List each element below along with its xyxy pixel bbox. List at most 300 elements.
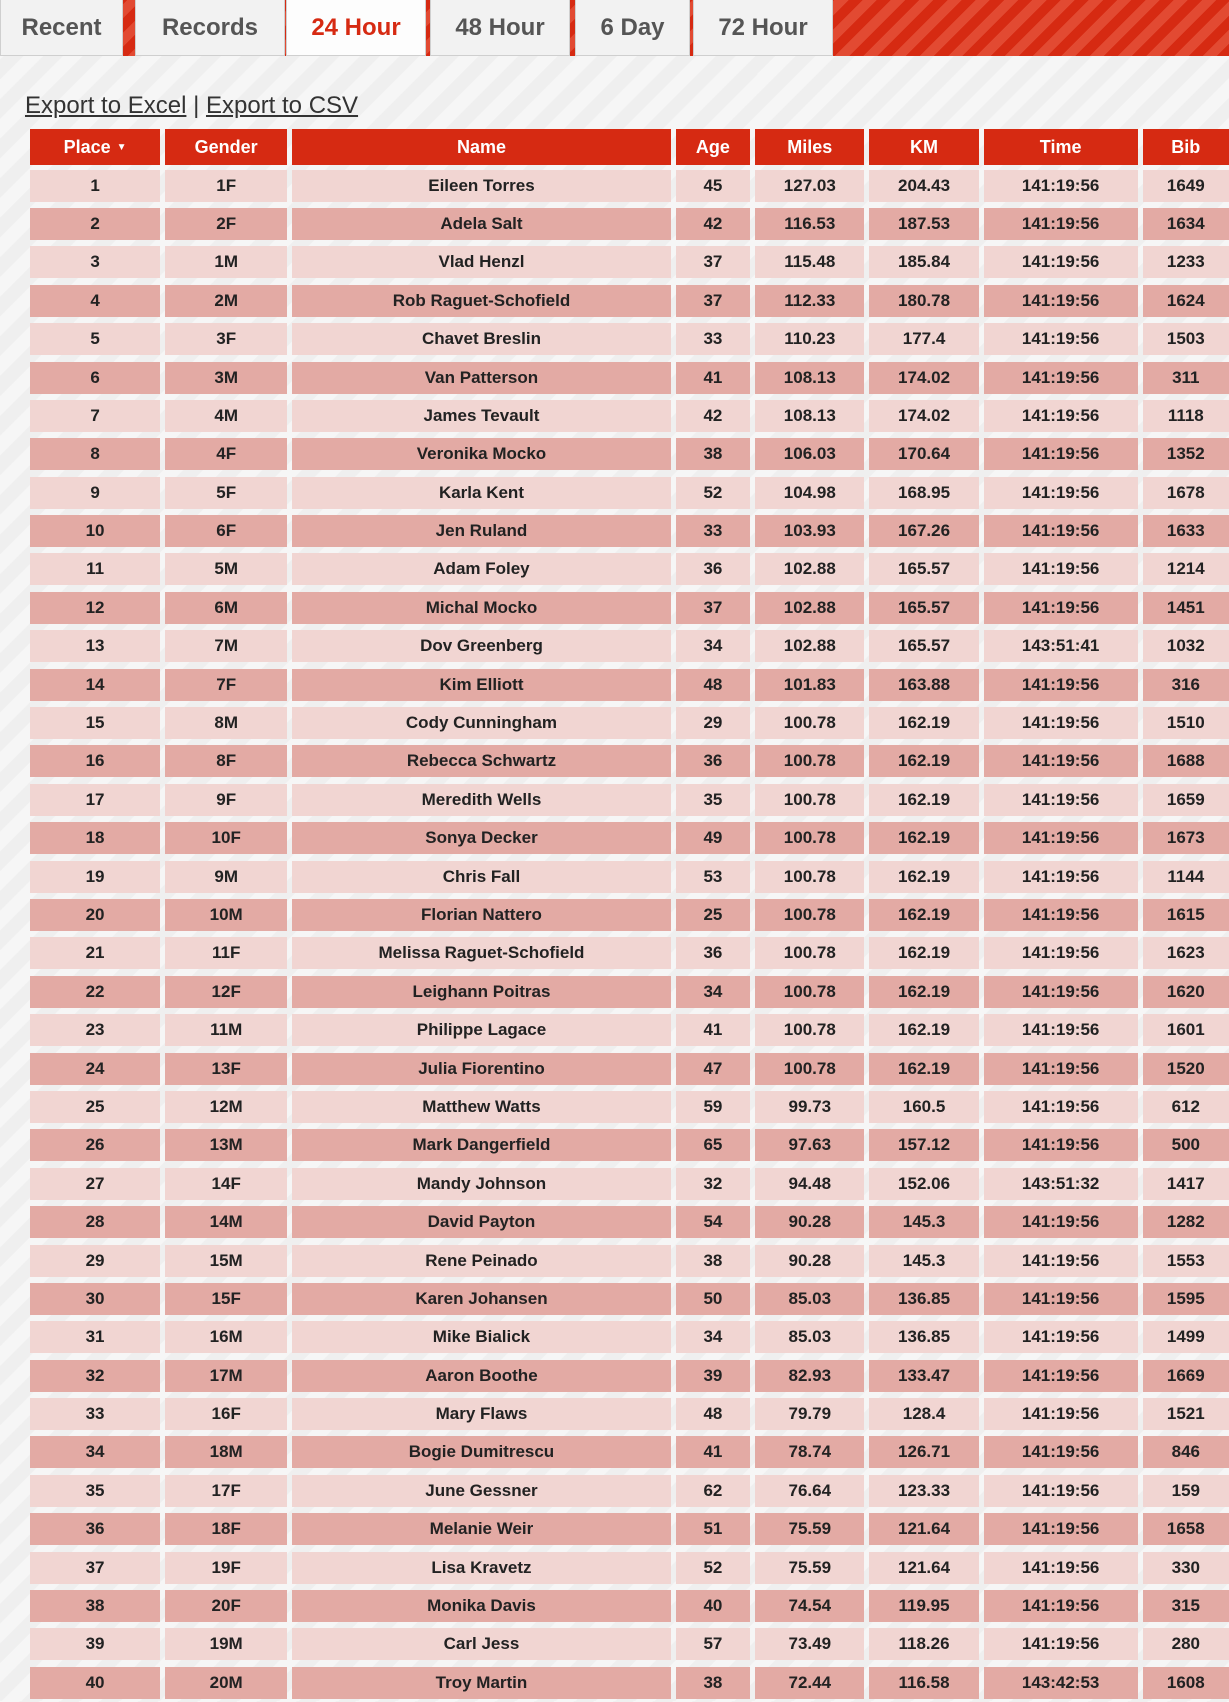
table-row bbox=[30, 819, 1229, 857]
cell-miles: 112.33 bbox=[755, 285, 864, 317]
cell-bib: 330 bbox=[1143, 1552, 1229, 1584]
table-row bbox=[30, 1395, 1229, 1433]
cell-miles: 100.78 bbox=[755, 976, 864, 1008]
cell-time: 141:19:56 bbox=[984, 1206, 1138, 1238]
cell-km: 162.19 bbox=[869, 822, 978, 854]
cell-name: Meredith Wells bbox=[292, 784, 670, 816]
cell-bib: 311 bbox=[1143, 362, 1229, 394]
cell-bib: 1352 bbox=[1143, 438, 1229, 470]
cell-gender: 3F bbox=[165, 323, 287, 355]
cell-km: 163.88 bbox=[869, 669, 978, 701]
cell-km: 157.12 bbox=[869, 1129, 978, 1161]
cell-time: 143:42:53 bbox=[984, 1667, 1138, 1699]
column-header-age[interactable]: Age bbox=[676, 129, 750, 165]
cell-gender: 2F bbox=[165, 208, 287, 240]
cell-bib: 500 bbox=[1143, 1129, 1229, 1161]
tab-48-hour[interactable]: 48 Hour bbox=[430, 0, 570, 56]
cell-gender: 15M bbox=[165, 1245, 287, 1277]
cell-bib: 1451 bbox=[1143, 592, 1229, 624]
cell-km: 128.4 bbox=[869, 1398, 978, 1430]
cell-place: 1 bbox=[30, 170, 160, 202]
table-row bbox=[30, 205, 1229, 243]
cell-age: 62 bbox=[676, 1475, 750, 1507]
cell-time: 141:19:56 bbox=[984, 1513, 1138, 1545]
cell-miles: 78.74 bbox=[755, 1436, 864, 1468]
cell-bib: 1633 bbox=[1143, 515, 1229, 547]
cell-miles: 94.48 bbox=[755, 1168, 864, 1200]
cell-gender: 1M bbox=[165, 246, 287, 278]
cell-gender: 1F bbox=[165, 170, 287, 202]
cell-km: 118.26 bbox=[869, 1628, 978, 1660]
cell-time: 141:19:56 bbox=[984, 669, 1138, 701]
cell-age: 34 bbox=[676, 630, 750, 662]
cell-place: 13 bbox=[30, 630, 160, 662]
cell-time: 141:19:56 bbox=[984, 477, 1138, 509]
cell-gender: 9M bbox=[165, 861, 287, 893]
cell-time: 141:19:56 bbox=[984, 1552, 1138, 1584]
cell-place: 31 bbox=[30, 1321, 160, 1353]
cell-bib: 1669 bbox=[1143, 1360, 1229, 1392]
cell-bib: 1510 bbox=[1143, 707, 1229, 739]
cell-time: 141:19:56 bbox=[984, 1091, 1138, 1123]
cell-time: 141:19:56 bbox=[984, 1590, 1138, 1622]
cell-gender: 4F bbox=[165, 438, 287, 470]
cell-time: 141:19:56 bbox=[984, 1053, 1138, 1085]
cell-km: 162.19 bbox=[869, 784, 978, 816]
cell-gender: 8F bbox=[165, 745, 287, 777]
cell-place: 17 bbox=[30, 784, 160, 816]
table-row bbox=[30, 1088, 1229, 1126]
cell-km: 174.02 bbox=[869, 400, 978, 432]
cell-miles: 100.78 bbox=[755, 745, 864, 777]
cell-age: 37 bbox=[676, 246, 750, 278]
table-row bbox=[30, 627, 1229, 665]
column-header-place[interactable]: Place ▼ bbox=[30, 129, 160, 165]
cell-gender: 13M bbox=[165, 1129, 287, 1161]
cell-name: Dov Greenberg bbox=[292, 630, 670, 662]
cell-miles: 85.03 bbox=[755, 1283, 864, 1315]
cell-bib: 1649 bbox=[1143, 170, 1229, 202]
table-row bbox=[30, 665, 1229, 703]
cell-miles: 115.48 bbox=[755, 246, 864, 278]
cell-km: 162.19 bbox=[869, 976, 978, 1008]
cell-place: 4 bbox=[30, 285, 160, 317]
cell-name: Karla Kent bbox=[292, 477, 670, 509]
cell-name: Mike Bialick bbox=[292, 1321, 670, 1353]
cell-bib: 846 bbox=[1143, 1436, 1229, 1468]
cell-time: 141:19:56 bbox=[984, 438, 1138, 470]
cell-place: 7 bbox=[30, 400, 160, 432]
cell-name: Melissa Raguet-Schofield bbox=[292, 937, 670, 969]
cell-bib: 1688 bbox=[1143, 745, 1229, 777]
cell-name: Karen Johansen bbox=[292, 1283, 670, 1315]
cell-place: 28 bbox=[30, 1206, 160, 1238]
cell-km: 133.47 bbox=[869, 1360, 978, 1392]
cell-km: 162.19 bbox=[869, 1053, 978, 1085]
cell-age: 57 bbox=[676, 1628, 750, 1660]
cell-age: 41 bbox=[676, 362, 750, 394]
cell-gender: 14F bbox=[165, 1168, 287, 1200]
table-row bbox=[30, 282, 1229, 320]
table-row bbox=[30, 589, 1229, 627]
table-row bbox=[30, 1203, 1229, 1241]
cell-place: 36 bbox=[30, 1513, 160, 1545]
cell-name: Mandy Johnson bbox=[292, 1168, 670, 1200]
cell-place: 21 bbox=[30, 937, 160, 969]
cell-bib: 1282 bbox=[1143, 1206, 1229, 1238]
table-row bbox=[30, 1664, 1229, 1702]
cell-time: 141:19:56 bbox=[984, 1245, 1138, 1277]
cell-gender: 6F bbox=[165, 515, 287, 547]
cell-name: Cody Cunningham bbox=[292, 707, 670, 739]
cell-place: 22 bbox=[30, 976, 160, 1008]
cell-name: Veronika Mocko bbox=[292, 438, 670, 470]
cell-place: 2 bbox=[30, 208, 160, 240]
cell-km: 165.57 bbox=[869, 553, 978, 585]
cell-bib: 1503 bbox=[1143, 323, 1229, 355]
cell-time: 141:19:56 bbox=[984, 1436, 1138, 1468]
cell-gender: 5F bbox=[165, 477, 287, 509]
table-row bbox=[30, 1165, 1229, 1203]
cell-age: 36 bbox=[676, 745, 750, 777]
cell-age: 50 bbox=[676, 1283, 750, 1315]
cell-bib: 1595 bbox=[1143, 1283, 1229, 1315]
cell-gender: 17M bbox=[165, 1360, 287, 1392]
cell-place: 29 bbox=[30, 1245, 160, 1277]
cell-name: Chris Fall bbox=[292, 861, 670, 893]
cell-place: 19 bbox=[30, 861, 160, 893]
cell-miles: 72.44 bbox=[755, 1667, 864, 1699]
cell-place: 24 bbox=[30, 1053, 160, 1085]
cell-name: Adela Salt bbox=[292, 208, 670, 240]
cell-km: 126.71 bbox=[869, 1436, 978, 1468]
cell-gender: 14M bbox=[165, 1206, 287, 1238]
cell-km: 170.64 bbox=[869, 438, 978, 470]
cell-age: 38 bbox=[676, 438, 750, 470]
cell-age: 47 bbox=[676, 1053, 750, 1085]
cell-miles: 103.93 bbox=[755, 515, 864, 547]
cell-bib: 1620 bbox=[1143, 976, 1229, 1008]
cell-name: Van Patterson bbox=[292, 362, 670, 394]
cell-time: 141:19:56 bbox=[984, 208, 1138, 240]
cell-bib: 1233 bbox=[1143, 246, 1229, 278]
cell-bib: 1601 bbox=[1143, 1014, 1229, 1046]
export-links bbox=[25, 92, 358, 120]
tab-6-day[interactable]: 6 Day bbox=[575, 0, 690, 56]
cell-km: 116.58 bbox=[869, 1667, 978, 1699]
cell-km: 162.19 bbox=[869, 707, 978, 739]
cell-miles: 90.28 bbox=[755, 1206, 864, 1238]
cell-place: 9 bbox=[30, 477, 160, 509]
cell-bib: 1144 bbox=[1143, 861, 1229, 893]
tab-24-hour[interactable]: 24 Hour bbox=[286, 0, 426, 56]
cell-place: 38 bbox=[30, 1590, 160, 1622]
cell-gender: 4M bbox=[165, 400, 287, 432]
cell-age: 33 bbox=[676, 323, 750, 355]
cell-gender: 6M bbox=[165, 592, 287, 624]
table-row bbox=[30, 934, 1229, 972]
results-table bbox=[30, 128, 1229, 1702]
cell-age: 37 bbox=[676, 285, 750, 317]
table-row bbox=[30, 857, 1229, 895]
cell-time: 141:19:56 bbox=[984, 784, 1138, 816]
cell-name: Adam Foley bbox=[292, 553, 670, 585]
cell-time: 141:19:56 bbox=[984, 362, 1138, 394]
cell-km: 174.02 bbox=[869, 362, 978, 394]
cell-name: Michal Mocko bbox=[292, 592, 670, 624]
tab-72-hour[interactable]: 72 Hour bbox=[693, 0, 833, 56]
cell-name: Eileen Torres bbox=[292, 170, 670, 202]
cell-age: 25 bbox=[676, 899, 750, 931]
cell-km: 162.19 bbox=[869, 899, 978, 931]
cell-place: 40 bbox=[30, 1667, 160, 1699]
cell-gender: 7F bbox=[165, 669, 287, 701]
cell-age: 41 bbox=[676, 1014, 750, 1046]
cell-place: 34 bbox=[30, 1436, 160, 1468]
cell-place: 8 bbox=[30, 438, 160, 470]
cell-name: Rebecca Schwartz bbox=[292, 745, 670, 777]
cell-miles: 100.78 bbox=[755, 937, 864, 969]
cell-bib: 1634 bbox=[1143, 208, 1229, 240]
cell-time: 141:19:56 bbox=[984, 976, 1138, 1008]
cell-time: 141:19:56 bbox=[984, 937, 1138, 969]
cell-bib: 1032 bbox=[1143, 630, 1229, 662]
table-row bbox=[30, 1011, 1229, 1049]
cell-age: 40 bbox=[676, 1590, 750, 1622]
cell-age: 33 bbox=[676, 515, 750, 547]
cell-gender: 13F bbox=[165, 1053, 287, 1085]
cell-name: Kim Elliott bbox=[292, 669, 670, 701]
tab-recent[interactable]: Recent bbox=[0, 0, 123, 56]
cell-time: 141:19:56 bbox=[984, 553, 1138, 585]
cell-time: 141:19:56 bbox=[984, 1014, 1138, 1046]
table-row bbox=[30, 320, 1229, 358]
cell-miles: 101.83 bbox=[755, 669, 864, 701]
cell-name: Rene Peinado bbox=[292, 1245, 670, 1277]
cell-miles: 100.78 bbox=[755, 822, 864, 854]
cell-gender: 17F bbox=[165, 1475, 287, 1507]
cell-age: 52 bbox=[676, 477, 750, 509]
cell-name: Troy Martin bbox=[292, 1667, 670, 1699]
table-row bbox=[30, 1318, 1229, 1356]
cell-place: 39 bbox=[30, 1628, 160, 1660]
cell-time: 141:19:56 bbox=[984, 1321, 1138, 1353]
cell-gender: 16M bbox=[165, 1321, 287, 1353]
cell-miles: 82.93 bbox=[755, 1360, 864, 1392]
cell-age: 52 bbox=[676, 1552, 750, 1584]
cell-time: 141:19:56 bbox=[984, 323, 1138, 355]
cell-place: 23 bbox=[30, 1014, 160, 1046]
cell-miles: 102.88 bbox=[755, 592, 864, 624]
cell-km: 185.84 bbox=[869, 246, 978, 278]
cell-miles: 90.28 bbox=[755, 1245, 864, 1277]
column-header-km[interactable]: KM bbox=[869, 129, 978, 165]
cell-name: June Gessner bbox=[292, 1475, 670, 1507]
tab-records[interactable]: Records bbox=[135, 0, 285, 56]
cell-age: 54 bbox=[676, 1206, 750, 1238]
column-header-name[interactable]: Name bbox=[292, 129, 670, 165]
table-row bbox=[30, 1625, 1229, 1663]
cell-time: 141:19:56 bbox=[984, 1129, 1138, 1161]
cell-time: 141:19:56 bbox=[984, 400, 1138, 432]
cell-time: 141:19:56 bbox=[984, 707, 1138, 739]
cell-gender: 8M bbox=[165, 707, 287, 739]
cell-name: Matthew Watts bbox=[292, 1091, 670, 1123]
cell-time: 141:19:56 bbox=[984, 285, 1138, 317]
cell-bib: 1118 bbox=[1143, 400, 1229, 432]
cell-miles: 100.78 bbox=[755, 861, 864, 893]
table-row bbox=[30, 1510, 1229, 1548]
cell-place: 26 bbox=[30, 1129, 160, 1161]
cell-gender: 5M bbox=[165, 553, 287, 585]
cell-age: 39 bbox=[676, 1360, 750, 1392]
cell-km: 160.5 bbox=[869, 1091, 978, 1123]
table-row bbox=[30, 1280, 1229, 1318]
cell-miles: 100.78 bbox=[755, 707, 864, 739]
cell-age: 53 bbox=[676, 861, 750, 893]
cell-miles: 97.63 bbox=[755, 1129, 864, 1161]
table-row bbox=[30, 1126, 1229, 1164]
cell-miles: 100.78 bbox=[755, 784, 864, 816]
cell-age: 48 bbox=[676, 1398, 750, 1430]
cell-place: 20 bbox=[30, 899, 160, 931]
cell-gender: 19M bbox=[165, 1628, 287, 1660]
table-row bbox=[30, 1049, 1229, 1087]
column-header-gender[interactable]: Gender bbox=[165, 129, 287, 165]
cell-time: 141:19:56 bbox=[984, 1283, 1138, 1315]
cell-miles: 106.03 bbox=[755, 438, 864, 470]
cell-km: 162.19 bbox=[869, 745, 978, 777]
cell-miles: 100.78 bbox=[755, 899, 864, 931]
cell-time: 143:51:32 bbox=[984, 1168, 1138, 1200]
cell-age: 38 bbox=[676, 1667, 750, 1699]
cell-name: Aaron Boothe bbox=[292, 1360, 670, 1392]
table-row bbox=[30, 1548, 1229, 1586]
cell-gender: 10M bbox=[165, 899, 287, 931]
cell-miles: 75.59 bbox=[755, 1552, 864, 1584]
cell-name: Florian Nattero bbox=[292, 899, 670, 931]
cell-time: 141:19:56 bbox=[984, 246, 1138, 278]
cell-place: 12 bbox=[30, 592, 160, 624]
cell-km: 121.64 bbox=[869, 1552, 978, 1584]
cell-time: 141:19:56 bbox=[984, 1475, 1138, 1507]
table-row bbox=[30, 358, 1229, 396]
cell-km: 167.26 bbox=[869, 515, 978, 547]
cell-place: 25 bbox=[30, 1091, 160, 1123]
table-row bbox=[30, 781, 1229, 819]
cell-miles: 74.54 bbox=[755, 1590, 864, 1622]
cell-bib: 1553 bbox=[1143, 1245, 1229, 1277]
cell-bib: 1623 bbox=[1143, 937, 1229, 969]
cell-place: 27 bbox=[30, 1168, 160, 1200]
table-row bbox=[30, 512, 1229, 550]
cell-gender: 7M bbox=[165, 630, 287, 662]
cell-bib: 1521 bbox=[1143, 1398, 1229, 1430]
cell-time: 141:19:56 bbox=[984, 592, 1138, 624]
cell-km: 162.19 bbox=[869, 861, 978, 893]
sort-desc-icon: ▼ bbox=[116, 141, 127, 153]
cell-km: 165.57 bbox=[869, 592, 978, 624]
cell-miles: 79.79 bbox=[755, 1398, 864, 1430]
export-separator: | bbox=[193, 92, 200, 119]
cell-name: Bogie Dumitrescu bbox=[292, 1436, 670, 1468]
cell-bib: 612 bbox=[1143, 1091, 1229, 1123]
cell-place: 16 bbox=[30, 745, 160, 777]
cell-miles: 85.03 bbox=[755, 1321, 864, 1353]
cell-bib: 1608 bbox=[1143, 1667, 1229, 1699]
cell-gender: 3M bbox=[165, 362, 287, 394]
cell-place: 18 bbox=[30, 822, 160, 854]
cell-miles: 127.03 bbox=[755, 170, 864, 202]
export-csv-link[interactable]: Export to CSV bbox=[205, 92, 359, 119]
cell-time: 141:19:56 bbox=[984, 1628, 1138, 1660]
cell-gender: 12F bbox=[165, 976, 287, 1008]
export-excel-link[interactable]: Export to Excel bbox=[25, 92, 187, 119]
cell-bib: 1658 bbox=[1143, 1513, 1229, 1545]
cell-gender: 20M bbox=[165, 1667, 287, 1699]
cell-miles: 99.73 bbox=[755, 1091, 864, 1123]
cell-miles: 75.59 bbox=[755, 1513, 864, 1545]
cell-miles: 108.13 bbox=[755, 362, 864, 394]
cell-gender: 12M bbox=[165, 1091, 287, 1123]
cell-time: 141:19:56 bbox=[984, 515, 1138, 547]
cell-km: 123.33 bbox=[869, 1475, 978, 1507]
cell-age: 34 bbox=[676, 976, 750, 1008]
cell-bib: 1499 bbox=[1143, 1321, 1229, 1353]
table-row bbox=[30, 474, 1229, 512]
cell-gender: 2M bbox=[165, 285, 287, 317]
cell-bib: 1678 bbox=[1143, 477, 1229, 509]
cell-time: 141:19:56 bbox=[984, 899, 1138, 931]
table-row bbox=[30, 1433, 1229, 1471]
table-row bbox=[30, 704, 1229, 742]
cell-bib: 1615 bbox=[1143, 899, 1229, 931]
column-header-bib[interactable]: Bib bbox=[1143, 129, 1229, 165]
cell-bib: 280 bbox=[1143, 1628, 1229, 1660]
cell-gender: 9F bbox=[165, 784, 287, 816]
cell-place: 15 bbox=[30, 707, 160, 739]
cell-name: Julia Fiorentino bbox=[292, 1053, 670, 1085]
table-row bbox=[30, 896, 1229, 934]
cell-age: 45 bbox=[676, 170, 750, 202]
cell-name: Mark Dangerfield bbox=[292, 1129, 670, 1161]
cell-km: 136.85 bbox=[869, 1321, 978, 1353]
cell-name: Leighann Poitras bbox=[292, 976, 670, 1008]
cell-place: 32 bbox=[30, 1360, 160, 1392]
cell-km: 162.19 bbox=[869, 937, 978, 969]
cell-gender: 18F bbox=[165, 1513, 287, 1545]
column-header-miles[interactable]: Miles bbox=[755, 129, 864, 165]
cell-miles: 102.88 bbox=[755, 630, 864, 662]
cell-gender: 19F bbox=[165, 1552, 287, 1584]
cell-age: 51 bbox=[676, 1513, 750, 1545]
cell-name: Philippe Lagace bbox=[292, 1014, 670, 1046]
table-row bbox=[30, 243, 1229, 281]
cell-age: 32 bbox=[676, 1168, 750, 1200]
cell-time: 141:19:56 bbox=[984, 170, 1138, 202]
cell-name: Sonya Decker bbox=[292, 822, 670, 854]
cell-bib: 1673 bbox=[1143, 822, 1229, 854]
cell-gender: 18M bbox=[165, 1436, 287, 1468]
table-row bbox=[30, 1357, 1229, 1395]
cell-time: 143:51:41 bbox=[984, 630, 1138, 662]
column-header-time[interactable]: Time bbox=[984, 129, 1138, 165]
cell-name: James Tevault bbox=[292, 400, 670, 432]
table-body bbox=[30, 166, 1229, 1702]
cell-bib: 1520 bbox=[1143, 1053, 1229, 1085]
cell-age: 42 bbox=[676, 400, 750, 432]
cell-miles: 102.88 bbox=[755, 553, 864, 585]
